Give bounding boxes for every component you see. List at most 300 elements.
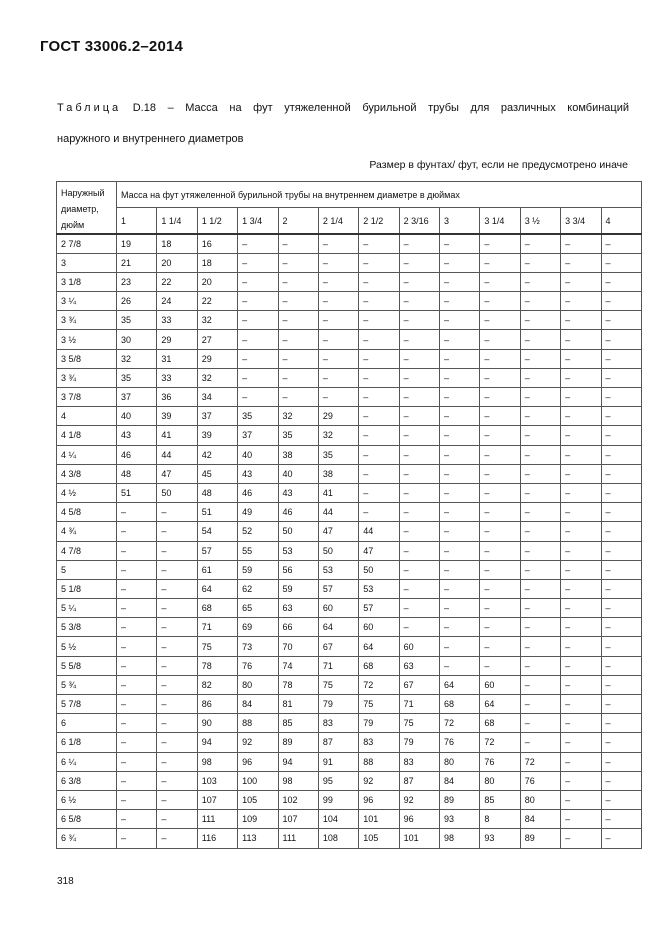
- mass-cell: –: [399, 234, 439, 253]
- mass-cell: –: [480, 656, 520, 675]
- mass-cell: –: [278, 292, 318, 311]
- table-row: [57, 407, 642, 426]
- mass-cell: –: [561, 407, 601, 426]
- mass-cell: –: [601, 714, 641, 733]
- mass-cell: 51: [197, 503, 237, 522]
- mass-cell: –: [601, 407, 641, 426]
- mass-cell: –: [520, 253, 560, 272]
- mass-cell: –: [359, 234, 399, 253]
- mass-cell: –: [440, 483, 480, 502]
- mass-cell: –: [561, 234, 601, 253]
- mass-cell: –: [601, 292, 641, 311]
- mass-cell: 41: [157, 426, 197, 445]
- mass-cell: 50: [359, 560, 399, 579]
- outer-diameter-cell: 3 ½: [57, 330, 117, 349]
- mass-cell: 87: [318, 733, 358, 752]
- outer-diameter-cell: 4 ¾: [57, 522, 117, 541]
- mass-cell: –: [561, 541, 601, 560]
- mass-cell: 68: [480, 714, 520, 733]
- outer-diameter-cell: 3 1/8: [57, 272, 117, 291]
- table-row: [57, 541, 642, 560]
- mass-cell: –: [117, 675, 157, 694]
- mass-cell: –: [157, 618, 197, 637]
- mass-cell: 64: [440, 675, 480, 694]
- mass-cell: –: [520, 560, 560, 579]
- mass-cell: –: [238, 330, 278, 349]
- page-number: 318: [57, 876, 74, 887]
- mass-cell: –: [117, 522, 157, 541]
- mass-cell: –: [561, 483, 601, 502]
- mass-cell: –: [561, 503, 601, 522]
- outer-diameter-cell: 4 1/8: [57, 426, 117, 445]
- table-row: [57, 292, 642, 311]
- mass-cell: –: [601, 311, 641, 330]
- mass-cell: 80: [480, 771, 520, 790]
- mass-cell: –: [157, 790, 197, 809]
- mass-cell: 111: [278, 829, 318, 848]
- mass-cell: –: [480, 272, 520, 291]
- outer-diameter-cell: 4: [57, 407, 117, 426]
- outer-diameter-cell: 6 1/8: [57, 733, 117, 752]
- mass-cell: 92: [399, 790, 439, 809]
- mass-cell: –: [117, 695, 157, 714]
- mass-cell: –: [480, 579, 520, 598]
- mass-cell: –: [157, 522, 197, 541]
- mass-cell: –: [440, 599, 480, 618]
- mass-cell: –: [601, 234, 641, 253]
- mass-cell: –: [399, 541, 439, 560]
- mass-cell: 75: [197, 637, 237, 656]
- mass-cell: 35: [278, 426, 318, 445]
- mass-cell: 85: [278, 714, 318, 733]
- mass-cell: –: [359, 253, 399, 272]
- mass-cell: –: [117, 503, 157, 522]
- mass-cell: –: [440, 349, 480, 368]
- mass-cell: 95: [318, 771, 358, 790]
- mass-cell: 96: [359, 790, 399, 809]
- mass-cell: 40: [278, 464, 318, 483]
- mass-cell: 76: [480, 752, 520, 771]
- outer-diameter-cell: 5 ¾: [57, 675, 117, 694]
- mass-cell: –: [601, 771, 641, 790]
- outer-diameter-cell: 4 5/8: [57, 503, 117, 522]
- document-code: ГОСТ 33006.2–2014: [40, 38, 184, 55]
- outer-diameter-cell: 4 ½: [57, 483, 117, 502]
- mass-cell: –: [480, 311, 520, 330]
- mass-cell: –: [561, 292, 601, 311]
- mass-cell: –: [561, 349, 601, 368]
- mass-cell: 81: [278, 695, 318, 714]
- mass-cell: 84: [238, 695, 278, 714]
- column-header: 1 3/4: [238, 208, 278, 234]
- mass-cell: –: [440, 503, 480, 522]
- mass-cell: –: [359, 464, 399, 483]
- mass-cell: –: [117, 541, 157, 560]
- mass-cell: 64: [318, 618, 358, 637]
- mass-cell: –: [520, 445, 560, 464]
- mass-cell: –: [440, 445, 480, 464]
- mass-cell: 20: [197, 272, 237, 291]
- table-row: [57, 253, 642, 272]
- mass-cell: –: [399, 579, 439, 598]
- mass-cell: 35: [318, 445, 358, 464]
- mass-cell: 103: [197, 771, 237, 790]
- mass-cell: –: [117, 637, 157, 656]
- table-row: [57, 733, 642, 752]
- table-row: [57, 330, 642, 349]
- mass-cell: 98: [197, 752, 237, 771]
- mass-cell: 20: [157, 253, 197, 272]
- column-header: 2 1/4: [318, 208, 358, 234]
- mass-cell: –: [601, 272, 641, 291]
- mass-cell: –: [561, 714, 601, 733]
- mass-cell: 107: [278, 810, 318, 829]
- outer-diameter-cell: 3 ¾: [57, 311, 117, 330]
- mass-cell: –: [520, 675, 560, 694]
- table-row: [57, 234, 642, 253]
- mass-cell: –: [117, 714, 157, 733]
- mass-cell: –: [278, 272, 318, 291]
- mass-cell: –: [520, 503, 560, 522]
- table-row: [57, 618, 642, 637]
- mass-cell: –: [117, 599, 157, 618]
- mass-cell: 48: [197, 483, 237, 502]
- mass-cell: –: [601, 426, 641, 445]
- mass-cell: 101: [399, 829, 439, 848]
- mass-cell: –: [561, 311, 601, 330]
- mass-cell: –: [278, 368, 318, 387]
- mass-cell: –: [399, 560, 439, 579]
- mass-cell: –: [601, 503, 641, 522]
- mass-cell: –: [157, 714, 197, 733]
- mass-cell: 35: [238, 407, 278, 426]
- mass-cell: –: [399, 330, 439, 349]
- mass-cell: –: [440, 368, 480, 387]
- mass-cell: –: [520, 579, 560, 598]
- outer-diameter-cell: 3 ¼: [57, 292, 117, 311]
- mass-cell: 46: [238, 483, 278, 502]
- mass-cell: –: [117, 790, 157, 809]
- mass-cell: –: [318, 272, 358, 291]
- mass-cell: 91: [318, 752, 358, 771]
- mass-cell: 52: [238, 522, 278, 541]
- mass-cell: 53: [278, 541, 318, 560]
- outer-diameter-cell: 5: [57, 560, 117, 579]
- mass-cell: 93: [480, 829, 520, 848]
- mass-cell: 70: [278, 637, 318, 656]
- mass-cell: 89: [278, 733, 318, 752]
- mass-cell: –: [440, 407, 480, 426]
- mass-cell: –: [157, 599, 197, 618]
- mass-cell: –: [440, 579, 480, 598]
- mass-cell: 107: [197, 790, 237, 809]
- mass-cell: –: [157, 560, 197, 579]
- mass-cell: 75: [359, 695, 399, 714]
- mass-cell: –: [117, 810, 157, 829]
- outer-diameter-cell: 5 5/8: [57, 656, 117, 675]
- table-head: [57, 182, 642, 235]
- mass-cell: –: [480, 637, 520, 656]
- mass-cell: –: [480, 483, 520, 502]
- mass-cell: –: [561, 675, 601, 694]
- outer-diameter-cell: 3 5/8: [57, 349, 117, 368]
- mass-cell: 64: [197, 579, 237, 598]
- mass-cell: –: [278, 388, 318, 407]
- mass-cell: 16: [197, 234, 237, 253]
- mass-cell: –: [238, 272, 278, 291]
- mass-cell: –: [399, 368, 439, 387]
- mass-cell: 43: [238, 464, 278, 483]
- table-row: [57, 714, 642, 733]
- mass-cell: –: [359, 388, 399, 407]
- table-row: [57, 790, 642, 809]
- outer-diameter-cell: 6 5/8: [57, 810, 117, 829]
- mass-cell: 111: [197, 810, 237, 829]
- mass-cell: –: [238, 292, 278, 311]
- mass-cell: –: [157, 733, 197, 752]
- mass-cell: –: [520, 522, 560, 541]
- mass-cell: 38: [278, 445, 318, 464]
- mass-cell: 63: [278, 599, 318, 618]
- mass-cell: 99: [318, 790, 358, 809]
- mass-cell: –: [601, 253, 641, 272]
- table-caption: [57, 101, 629, 115]
- mass-cell: –: [561, 579, 601, 598]
- mass-cell: –: [520, 272, 560, 291]
- mass-cell: –: [601, 695, 641, 714]
- outer-diameter-cell: 5 ½: [57, 637, 117, 656]
- mass-cell: 23: [117, 272, 157, 291]
- mass-cell: –: [561, 790, 601, 809]
- mass-cell: –: [318, 253, 358, 272]
- mass-cell: 109: [238, 810, 278, 829]
- mass-cell: –: [561, 445, 601, 464]
- mass-cell: –: [601, 618, 641, 637]
- mass-cell: –: [157, 579, 197, 598]
- table-row: [57, 349, 642, 368]
- mass-cell: –: [480, 426, 520, 445]
- mass-cell: –: [318, 330, 358, 349]
- mass-cell: –: [561, 829, 601, 848]
- mass-cell: –: [561, 426, 601, 445]
- mass-cell: 76: [238, 656, 278, 675]
- table-row: [57, 560, 642, 579]
- mass-cell: –: [238, 388, 278, 407]
- mass-cell: –: [520, 330, 560, 349]
- outer-diameter-cell: 5 3/8: [57, 618, 117, 637]
- mass-cell: 105: [359, 829, 399, 848]
- mass-cell: –: [601, 599, 641, 618]
- table-row: [57, 464, 642, 483]
- mass-cell: 74: [278, 656, 318, 675]
- mass-cell: –: [399, 272, 439, 291]
- table-row: [57, 483, 642, 502]
- mass-cell: –: [440, 464, 480, 483]
- mass-cell: –: [601, 752, 641, 771]
- mass-cell: 32: [197, 311, 237, 330]
- outer-diameter-cell: 6 ¼: [57, 752, 117, 771]
- outer-diameter-cell: 4 3/8: [57, 464, 117, 483]
- mass-cell: 84: [440, 771, 480, 790]
- mass-cell: 19: [117, 234, 157, 253]
- mass-cell: 86: [197, 695, 237, 714]
- mass-cell: 42: [197, 445, 237, 464]
- mass-cell: 29: [157, 330, 197, 349]
- mass-cell: –: [601, 579, 641, 598]
- mass-cell: –: [117, 771, 157, 790]
- mass-cell: –: [601, 464, 641, 483]
- mass-cell: 68: [197, 599, 237, 618]
- mass-cell: –: [399, 388, 439, 407]
- column-header: 1 1/2: [197, 208, 237, 234]
- column-header: 2: [278, 208, 318, 234]
- mass-cell: 39: [197, 426, 237, 445]
- table-row: [57, 503, 642, 522]
- mass-cell: –: [561, 253, 601, 272]
- mass-cell: 94: [278, 752, 318, 771]
- mass-cell: 30: [117, 330, 157, 349]
- mass-cell: –: [238, 253, 278, 272]
- mass-cell: 96: [238, 752, 278, 771]
- mass-cell: –: [561, 810, 601, 829]
- mass-cell: –: [480, 541, 520, 560]
- mass-cell: 50: [278, 522, 318, 541]
- mass-cell: –: [359, 445, 399, 464]
- mass-cell: 71: [318, 656, 358, 675]
- mass-cell: –: [359, 292, 399, 311]
- mass-cell: 83: [399, 752, 439, 771]
- mass-cell: 24: [157, 292, 197, 311]
- outer-diameter-cell: 3 ¾: [57, 368, 117, 387]
- mass-cell: 44: [359, 522, 399, 541]
- mass-cell: –: [480, 330, 520, 349]
- mass-cell: 60: [480, 675, 520, 694]
- mass-cell: –: [318, 234, 358, 253]
- mass-cell: 72: [359, 675, 399, 694]
- mass-cell: 78: [278, 675, 318, 694]
- mass-cell: 79: [318, 695, 358, 714]
- mass-cell: 43: [278, 483, 318, 502]
- mass-cell: 31: [157, 349, 197, 368]
- mass-cell: 80: [238, 675, 278, 694]
- mass-cell: 46: [278, 503, 318, 522]
- mass-cell: –: [520, 599, 560, 618]
- mass-cell: 18: [197, 253, 237, 272]
- mass-cell: 59: [278, 579, 318, 598]
- mass-cell: –: [601, 656, 641, 675]
- mass-cell: –: [480, 464, 520, 483]
- mass-cell: –: [157, 675, 197, 694]
- outer-diameter-cell: 6: [57, 714, 117, 733]
- mass-cell: 61: [197, 560, 237, 579]
- table-row: [57, 675, 642, 694]
- table-row: [57, 637, 642, 656]
- mass-cell: 29: [197, 349, 237, 368]
- mass-cell: –: [561, 695, 601, 714]
- mass-cell: –: [359, 407, 399, 426]
- header-row-columns: [57, 208, 642, 234]
- mass-cell: 38: [318, 464, 358, 483]
- mass-cell: –: [601, 445, 641, 464]
- mass-cell: –: [157, 752, 197, 771]
- mass-cell: 47: [359, 541, 399, 560]
- mass-cell: –: [157, 656, 197, 675]
- table-row: [57, 752, 642, 771]
- mass-cell: 35: [117, 368, 157, 387]
- mass-cell: 37: [197, 407, 237, 426]
- mass-cell: –: [561, 618, 601, 637]
- mass-cell: 93: [440, 810, 480, 829]
- mass-cell: –: [440, 272, 480, 291]
- mass-cell: –: [480, 445, 520, 464]
- mass-cell: –: [520, 388, 560, 407]
- mass-cell: 96: [399, 810, 439, 829]
- mass-cell: –: [117, 618, 157, 637]
- mass-cell: 83: [359, 733, 399, 752]
- mass-cell: –: [117, 829, 157, 848]
- mass-cell: 66: [278, 618, 318, 637]
- mass-cell: 22: [197, 292, 237, 311]
- mass-cell: 76: [440, 733, 480, 752]
- mass-cell: –: [520, 656, 560, 675]
- mass-cell: 88: [238, 714, 278, 733]
- mass-cell: –: [399, 407, 439, 426]
- mass-cell: 37: [117, 388, 157, 407]
- mass-cell: 94: [197, 733, 237, 752]
- mass-cell: –: [520, 234, 560, 253]
- mass-cell: –: [601, 637, 641, 656]
- mass-cell: 34: [197, 388, 237, 407]
- mass-cell: 92: [238, 733, 278, 752]
- mass-cell: 8: [480, 810, 520, 829]
- column-header: 1: [117, 208, 157, 234]
- outer-diameter-cell: 3 7/8: [57, 388, 117, 407]
- mass-cell: 75: [399, 714, 439, 733]
- mass-cell: –: [157, 541, 197, 560]
- outer-diameter-cell: 4 7/8: [57, 541, 117, 560]
- mass-cell: 88: [359, 752, 399, 771]
- mass-cell: 43: [117, 426, 157, 445]
- caption-number: D.18: [132, 102, 156, 114]
- mass-cell: –: [561, 464, 601, 483]
- mass-cell: 84: [520, 810, 560, 829]
- mass-cell: 48: [117, 464, 157, 483]
- mass-cell: 101: [359, 810, 399, 829]
- mass-cell: –: [318, 311, 358, 330]
- mass-cell: –: [480, 292, 520, 311]
- mass-cell: –: [601, 541, 641, 560]
- mass-cell: 64: [359, 637, 399, 656]
- mass-cell: 76: [520, 771, 560, 790]
- mass-cell: 60: [399, 637, 439, 656]
- mass-cell: 40: [117, 407, 157, 426]
- mass-cell: –: [561, 656, 601, 675]
- mass-cell: 57: [197, 541, 237, 560]
- mass-cell: –: [561, 388, 601, 407]
- mass-cell: –: [480, 349, 520, 368]
- mass-cell: –: [561, 752, 601, 771]
- mass-cell: –: [440, 656, 480, 675]
- mass-cell: 29: [318, 407, 358, 426]
- mass-cell: 100: [238, 771, 278, 790]
- mass-cell: –: [520, 637, 560, 656]
- mass-cell: –: [318, 292, 358, 311]
- mass-cell: –: [561, 522, 601, 541]
- mass-cell: 116: [197, 829, 237, 848]
- mass-cell: –: [278, 330, 318, 349]
- mass-cell: –: [480, 234, 520, 253]
- mass-cell: –: [520, 407, 560, 426]
